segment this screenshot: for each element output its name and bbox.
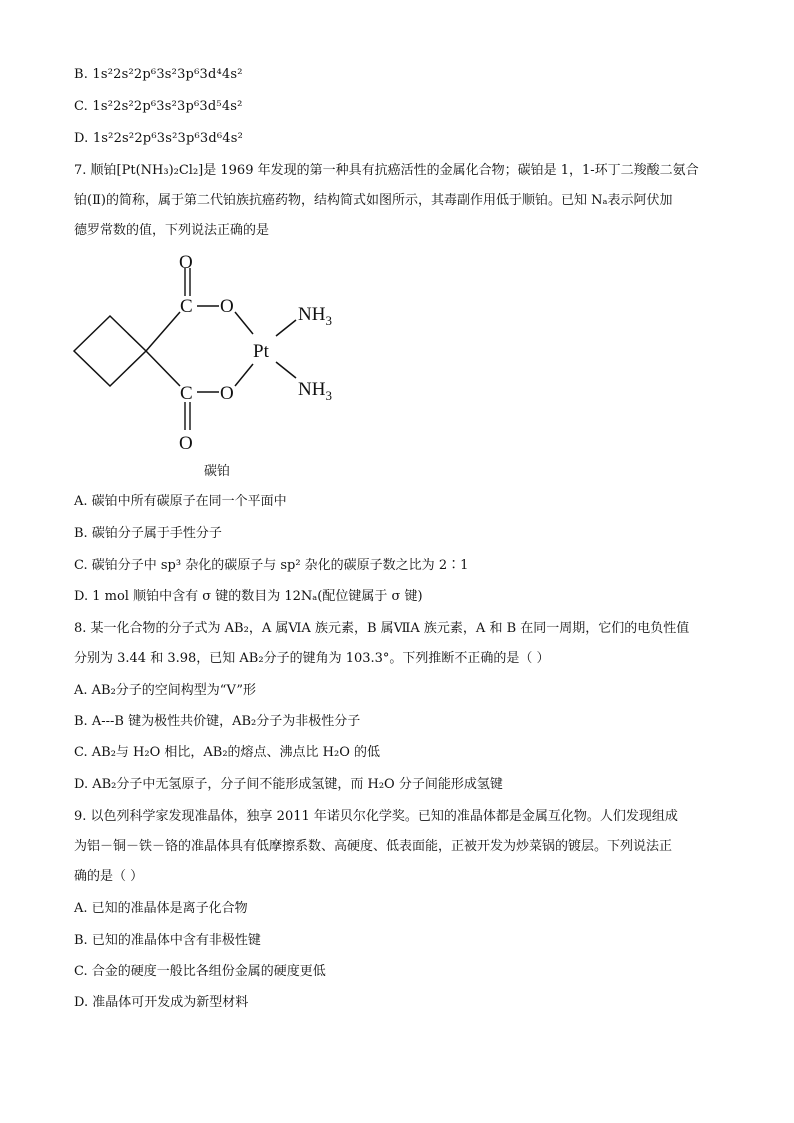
- atom-o-link-bottom: O: [220, 383, 234, 404]
- q9-stem-line-2: 为铝－铜－铁－铬的准晶体具有低摩擦系数、高硬度、低表面能，正被开发为炒菜锅的镀层。下列说法正: [74, 839, 673, 854]
- q7-option-c: C. 碳铂分子中 sp³ 杂化的碳原子与 sp² 杂化的碳原子数之比为 2∶1: [74, 558, 469, 573]
- structure-caption: 碳铂: [204, 464, 231, 479]
- atom-o-top: O: [179, 252, 193, 273]
- q8-stem-line-1: 8. 某一化合物的分子式为 AB₂，A 属ⅥA 族元素，B 属ⅦA 族元素，A 和 B 在同一周期，它们的电负性值: [74, 621, 690, 636]
- bond-ring-to-upper-carbonyl: [146, 312, 180, 351]
- q9-option-c: C. 合金的硬度一般比各组份金属的硬度更低: [74, 964, 326, 979]
- atom-c-bottom: C: [180, 383, 193, 404]
- q9-stem-line-3: 确的是（ ）: [74, 869, 144, 884]
- q7-option-d: D. 1 mol 顺铂中含有 σ 键的数目为 12Nₐ(配位键属于 σ 键): [74, 589, 423, 604]
- q9-option-d: D. 准晶体可开发成为新型材料: [74, 995, 249, 1010]
- q8-option-a: A. AB₂分子的空间构型为“V”形: [74, 683, 256, 698]
- atom-nh3-top: $NH_3$: [298, 304, 332, 328]
- q9-option-b: B. 已知的准晶体中含有非极性键: [74, 933, 261, 948]
- q8-option-b: B. A---B 键为极性共价键，AB₂分子为非极性分子: [74, 714, 361, 729]
- upper-o-pt-bond: [235, 312, 253, 334]
- pt-nh3-upper-bond: [276, 320, 296, 336]
- q8-stem-line-2: 分别为 3.44 和 3.98，已知 AB₂分子的键角为 103.3°。下列推断不正确的是（ ）: [74, 651, 550, 666]
- atom-o-bottom: O: [179, 433, 193, 454]
- lower-o-pt-bond: [235, 364, 253, 386]
- q6-option-c: C. 1s²2s²2p⁶3s²3p⁶3d⁵4s²: [74, 99, 243, 114]
- q7-option-b: B. 碳铂分子属于手性分子: [74, 526, 222, 541]
- carboplatin-structure-diagram: [60, 246, 360, 466]
- q7-stem-line-3: 德罗常数的值，下列说法正确的是: [74, 223, 270, 238]
- q7-stem-line-1: 7. 顺铂[Pt(NH₃)₂Cl₂]是 1969 年发现的第一种具有抗癌活性的金属化合物；碳铂是 1，1-环丁二羧酸二氨合: [74, 163, 699, 178]
- bond-ring-to-lower-carbonyl: [146, 351, 180, 386]
- atom-o-link-top: O: [220, 296, 234, 317]
- q8-option-c: C. AB₂与 H₂O 相比，AB₂的熔点、沸点比 H₂O 的低: [74, 745, 380, 760]
- q8-option-d: D. AB₂分子中无氢原子，分子间不能形成氢键，而 H₂O 分子间能形成氢键: [74, 777, 503, 792]
- atom-nh3-bottom: $NH_3$: [298, 379, 332, 403]
- q6-option-b: B. 1s²2s²2p⁶3s²3p⁶3d⁴4s²: [74, 67, 243, 82]
- q7-option-a: A. 碳铂中所有碳原子在同一个平面中: [74, 494, 287, 509]
- q6-option-d: D. 1s²2s²2p⁶3s²3p⁶3d⁶4s²: [74, 131, 244, 146]
- q7-stem-line-2: 铂(Ⅱ)的简称，属于第二代铂族抗癌药物，结构简式如图所示，其毒副作用低于顺铂。已知 Nₐ表示阿伏加: [74, 193, 673, 208]
- atom-c-top: C: [180, 296, 193, 317]
- pt-nh3-lower-bond: [276, 362, 296, 378]
- q9-stem-line-1: 9. 以色列科学家发现准晶体，独享 2011 年诺贝尔化学奖。已知的准晶体都是金属互化物。人们发现组成: [74, 809, 678, 824]
- q9-option-a: A. 已知的准晶体是离子化合物: [74, 901, 248, 916]
- atom-pt: Pt: [253, 341, 269, 362]
- cyclobutane-ring: [74, 316, 146, 386]
